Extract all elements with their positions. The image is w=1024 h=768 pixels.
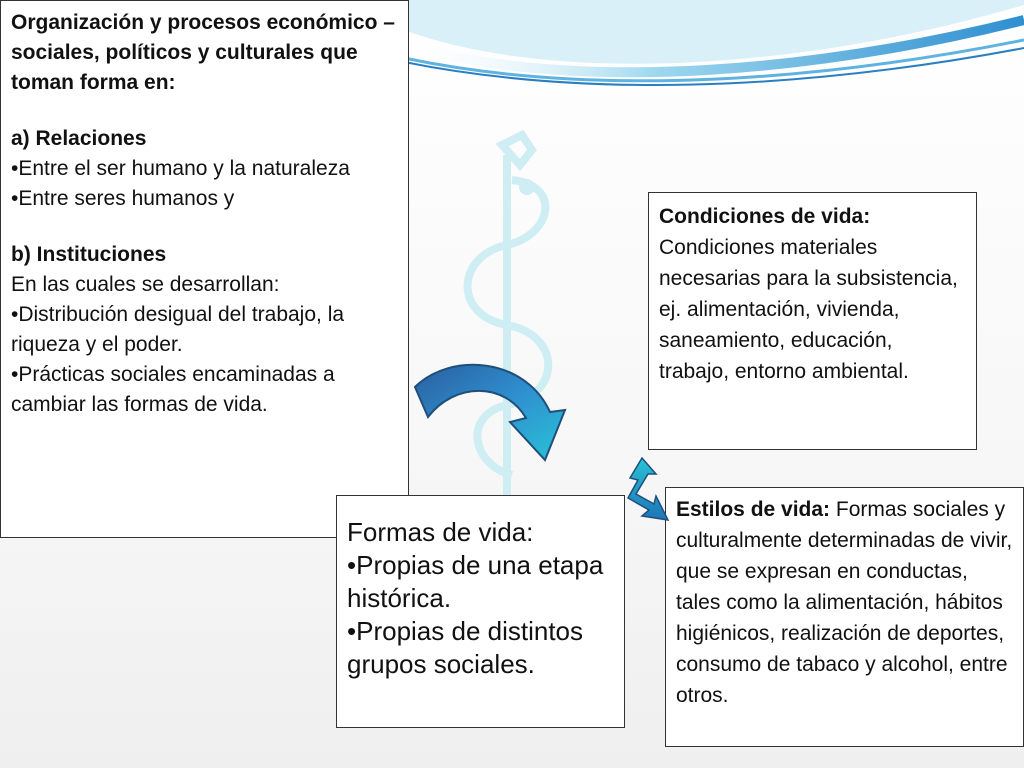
header-swoosh-decoration [404, 0, 1024, 110]
estilos-text [676, 494, 1013, 711]
relaciones-item: •Entre seres humanos y [11, 187, 235, 210]
double-arrow-icon [612, 456, 672, 526]
relaciones-title: a) Relaciones [11, 127, 147, 150]
processes-textbox [0, 0, 409, 538]
instituciones-item: •Prácticas sociales encaminadas a cambiar las formas de vida. [11, 363, 335, 416]
estilos-de-vida-textbox [665, 487, 1024, 747]
formas-title: Formas de vida: [347, 517, 534, 547]
instituciones-title: b) Instituciones [11, 243, 167, 266]
formas-item: •Propias de distintos grupos sociales. [347, 616, 584, 679]
estilos-body: Formas sociales y culturalmente determinadas de vivir, que se expresan en conductas, tales como la alimentación, hábitos higiénicos, realización de deportes, consumo de tabaco y alcohol, entre otros. [676, 498, 1013, 707]
curved-arrow-icon [410, 352, 590, 472]
processes-heading: Organización y procesos económico – sociales, políticos y culturales que toman forma en: [11, 11, 395, 94]
condiciones-title: Condiciones de vida: [659, 205, 871, 228]
condiciones-body: Condiciones materiales necesarias para la subsistencia, ej. alimentación, vivienda, saneamiento, educación, trabajo, entorno ambiental. [659, 236, 958, 383]
formas-item: •Propias de una etapa histórica. [347, 550, 604, 613]
relaciones-item: •Entre el ser humano y la naturaleza [11, 157, 350, 180]
formas-de-vida-textbox [336, 495, 625, 728]
instituciones-item: •Distribución desigual del trabajo, la riqueza y el poder. [11, 303, 345, 356]
condiciones-de-vida-textbox [648, 192, 977, 450]
estilos-title: Estilos de vida: [676, 498, 831, 521]
instituciones-intro: En las cuales se desarrollan: [11, 273, 280, 296]
